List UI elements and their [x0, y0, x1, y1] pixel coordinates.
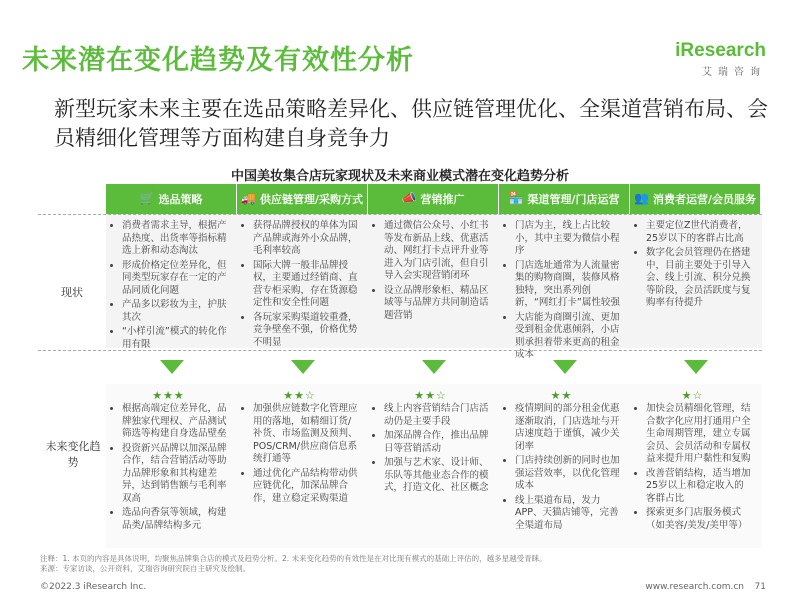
chart-title: 中国美妆集合店玩家现状及未来商业模式潜在变化趋势分析: [230, 169, 569, 184]
future-item: • 线上渠道布局，发力APP、天猫店铺等，完善全渠道布局: [515, 495, 620, 533]
rating-stars: ★☆: [681, 389, 704, 402]
logo: [675, 40, 766, 78]
current-item: • “小样引流”模式的转化作用有限: [122, 326, 227, 351]
future-item: • 加快会员精细化管理，结合数字化应用打通用户全生命周期管理，建立专属会员、会员活动和专属权益来提升用户黏性和复购: [646, 403, 751, 466]
future-item: • 疫情期间的部分租金优惠逐渐取消，门店选址与开店速度趋于谨慎，减少关闭率: [515, 403, 620, 453]
current-item: • 国际大牌一般非品牌授权，主要通过经销商、直营专柜采购，存在货源稳定性和安全性问题: [253, 260, 358, 310]
column-header: [499, 184, 630, 214]
current-item: • 门店选址通常为人流量密集的购物商圈，装修风格独特，突出系列创新，“网红打卡”属性较强: [515, 260, 620, 310]
down-arrow-icon: [553, 360, 577, 374]
current-cell: [368, 216, 493, 328]
column-header-label: 供应链管理/采购方式: [259, 192, 364, 206]
copyright: ©2022.3 iResearch Inc.: [40, 582, 147, 592]
future-item: • 探索更多门店服务模式（如美容/美发/美甲等）: [646, 507, 751, 532]
store-icon: 🏪: [508, 191, 524, 205]
rating-stars: ★★★: [152, 389, 185, 402]
future-item: • 加深品牌合作，推出品牌日等营销活动: [384, 430, 489, 455]
future-item: • 改善营销结构，适当增加25岁以上和稳定收入的客群占比: [646, 468, 751, 506]
current-item: • 消费者需求主导，根据产品热度、出货率等指标精选上新和动态淘汰: [122, 220, 227, 258]
current-item: • 门店为主，线上占比较小，其中主要为微信小程序: [515, 220, 620, 258]
cart-icon: 🛒: [139, 191, 155, 205]
note-text: 注释：1. 本页的内容是具体说明，均聚焦品牌集合店的模式及趋势分析。2. 未来变化趋势的有效性是在对比现有模式的基础上评估的，越多星越受青睐。: [40, 554, 547, 563]
rating-stars: ★★: [550, 389, 573, 402]
row-label-future: 未来变化趋势: [45, 440, 101, 469]
future-item: • 通过优化产品结构带动供应链优化，加深品牌合作，建立稳定采购渠道: [253, 468, 358, 506]
future-item: • 加强供应链数字化管理应用的落地，如精细订货/补货、市场监测及预判、POS/CRM/供应商信息系统打通等: [253, 403, 358, 466]
future-item: • 选品向香氛等领域，构建品类/品牌结构多元: [122, 507, 227, 532]
page-title: 未来潜在变化趋势及有效性分析: [22, 45, 414, 76]
future-item: • 线上内容营销结合门店活动仍是主要手段: [384, 403, 489, 428]
current-item: • 各玩家采购渠道较重叠，竞争壁垒不强，价格优势不明显: [253, 312, 358, 350]
current-cell: [499, 216, 624, 368]
website: www.research.com.cn: [645, 582, 744, 592]
current-item: • 获得品牌授权的单体为国产品牌或海外小众品牌，毛利率较高: [253, 220, 358, 258]
down-arrow-icon: [422, 360, 446, 374]
page-subtitle: 新型玩家未来主要在选品策略差异化、供应链管理优化、全渠道营销布局、会员精细化管理等方面构建自身竞争力: [54, 97, 768, 150]
rating-stars: ★★☆: [414, 389, 447, 402]
truck-icon: 🚚: [240, 191, 256, 205]
future-item: • 投资新兴品牌以加深品牌合作，结合营销活动等助力品牌形象和其构建差异，达到销售额与毛利率双高: [122, 443, 227, 506]
current-item: • 数字化会员管理仍在搭建中，目前主要处于引导入会、线上引流、积分兑换等阶段，会员活跃度与复购率有待提升: [646, 247, 751, 310]
down-arrow-icon: [160, 360, 184, 374]
column-header-label: 消费者运营/会员服务: [652, 192, 757, 206]
column-header-label: 营销推广: [420, 192, 465, 206]
logo-main: iResearch: [675, 40, 766, 61]
rating-stars: ★★☆: [283, 389, 316, 402]
logo-sub: 艾瑞咨询: [702, 67, 766, 78]
source-text: 来源：专家访谈，公开资料，艾瑞咨询研究院自主研究及绘制。: [40, 564, 250, 573]
current-cell: [106, 216, 231, 357]
current-item: • 产品多以彩妆为主，护肤其次: [122, 299, 227, 324]
column-header: [237, 184, 368, 214]
column-header: [630, 184, 761, 214]
future-item: • 根据高端定位差异化，品牌独家代理权、产品测试筛选等构建自身选品壁垒: [122, 403, 227, 441]
divider-top: [38, 214, 762, 215]
current-item: • 主要定位Z世代消费者，25岁以下的客群占比高: [646, 220, 751, 245]
analysis-table: [38, 184, 762, 548]
down-arrow-icon: [684, 360, 708, 374]
future-item: • 加强与艺术家、设计师、乐队等其他业态合作的模式，打造文化、社区概念: [384, 457, 489, 495]
future-cell: [237, 386, 362, 511]
column-header-label: 渠道管理/门店运营: [527, 192, 620, 206]
future-cell: [630, 386, 755, 538]
current-item: • 形成价格定位差异化，但同类型玩家存在一定的产品同质化问题: [122, 260, 227, 298]
column-header-label: 选品策略: [158, 192, 203, 206]
column-header: [368, 184, 499, 214]
current-cell: [237, 216, 362, 355]
future-item: • 门店持续创新的同时也加强运营效率，以优化管理成本: [515, 455, 620, 493]
row-label-current: 现状: [61, 286, 83, 299]
divider-mid: [38, 350, 762, 351]
users-icon: 👥: [633, 191, 649, 205]
current-item: • 通过微信公众号、小红书等发布新品上线、优惠活动、网红打卡点评升业等进入为门店引流，但自引导入会实现营销闭环: [384, 220, 489, 283]
megaphone-icon: 📣: [401, 191, 417, 205]
future-cell: [106, 386, 231, 538]
current-item: • 设立品牌形象柜、精品区域等与品牌方共同制造话题营销: [384, 285, 489, 323]
current-item: • 大店能为商圈引流、更加受到租金优惠倾斜，小店则承担着带来更高的租金成本: [515, 312, 620, 362]
future-cell: [368, 386, 493, 501]
current-cell: [630, 216, 755, 316]
column-header: [106, 184, 237, 214]
down-arrow-icon: [291, 360, 315, 374]
footnote: [40, 554, 770, 574]
future-cell: [499, 386, 624, 538]
page-number: 71: [754, 582, 766, 592]
